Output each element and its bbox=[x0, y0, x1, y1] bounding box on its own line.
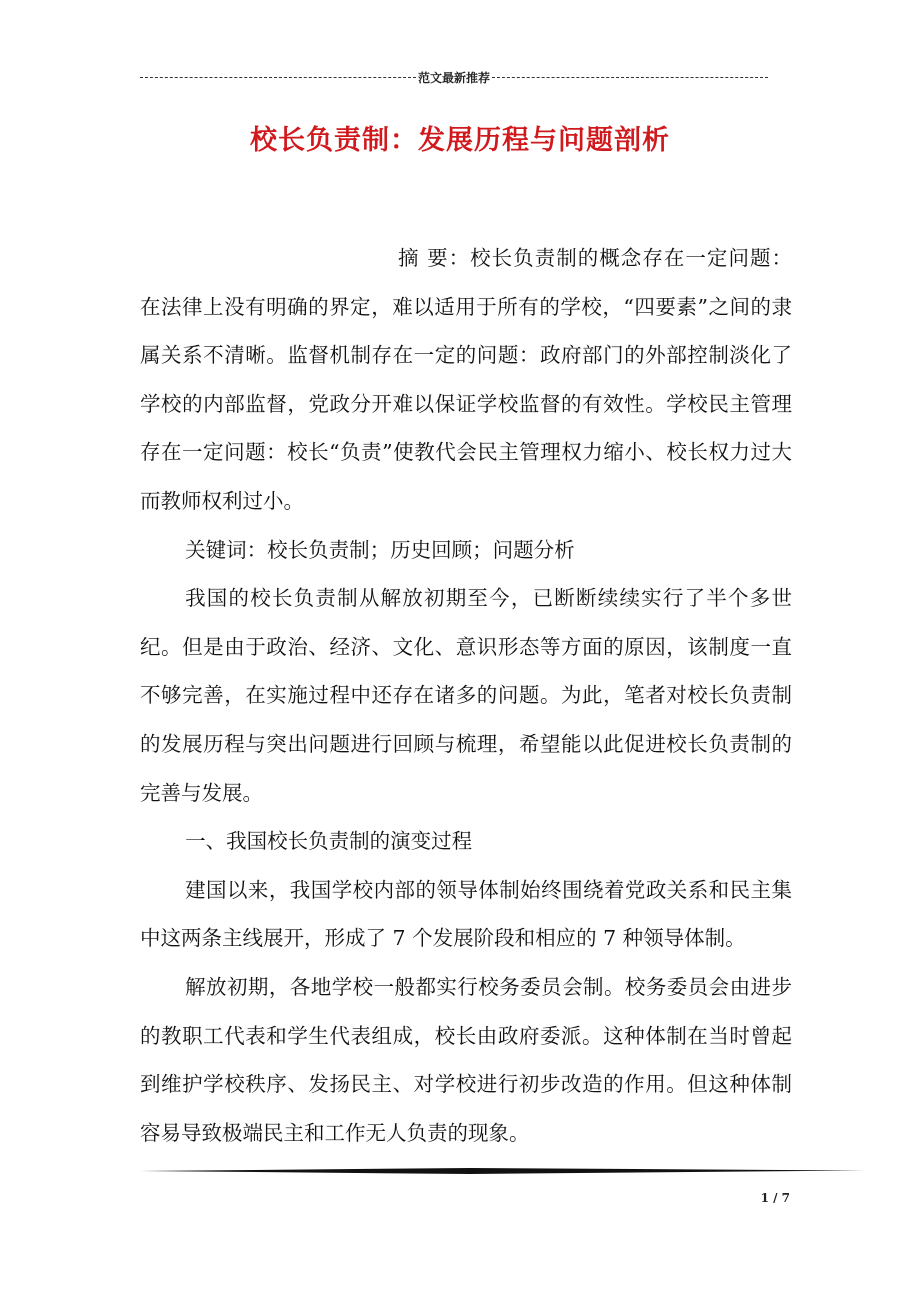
body-paragraph: 解放初期，各地学校一般都实行校务委员会制。校务委员会由进步的教职工代表和学生代表组成，校长由政府委派。这种体制在当时曾起到维护学校秩序、发扬民主、对学校进行初步改造的作用。但这种体制容易导致极端民主和工作无人负责的现象。 bbox=[140, 974, 792, 1145]
header-dash-right bbox=[492, 77, 768, 78]
document-body bbox=[140, 234, 792, 1157]
footer-rule bbox=[140, 1166, 864, 1176]
header-label: 范文最新推荐 bbox=[418, 70, 491, 85]
section-heading: 一、我国校长负责制的演变过程 bbox=[185, 829, 473, 854]
keywords-paragraph: 关键词：校长负责制；历史回顾；问题分析 bbox=[185, 537, 575, 562]
page-number: 1 / 7 bbox=[760, 1191, 790, 1205]
page-header bbox=[140, 68, 768, 86]
body-paragraph: 建国以来，我国学校内部的领导体制始终围绕着党政关系和民主集中这两条主线展开，形成了 7 个发展阶段和相应的 7 种领导体制。 bbox=[140, 877, 792, 951]
body-paragraph: 我国的校长负责制从解放初期至今，已断断续续实行了半个多世纪。但是由于政治、经济、文化、意识形态等方面的原因，该制度一直不够完善，在实施过程中还存在诸多的问题。为此，笔者对校长负责制的发展历程与突出问题进行回顾与梳理，希望能以此促进校长负责制的完善与发展。 bbox=[140, 586, 792, 805]
document-title: 校长负责制：发展历程与问题剖析 bbox=[250, 125, 670, 156]
header-dash-left bbox=[140, 77, 416, 78]
abstract-paragraph: 摘 要：校长负责制的概念存在一定问题：在法律上没有明确的界定，难以适用于所有的学校，“四要素”之间的隶属关系不清晰。监督机制存在一定的问题：政府部门的外部控制淡化了学校的内部监督，党政分开难以保证学校监督的有效性。学校民主管理存在一定问题：校长“负责”使教代会民主管理权力缩小、校长权力过大而教师权利过小。 bbox=[140, 246, 792, 513]
